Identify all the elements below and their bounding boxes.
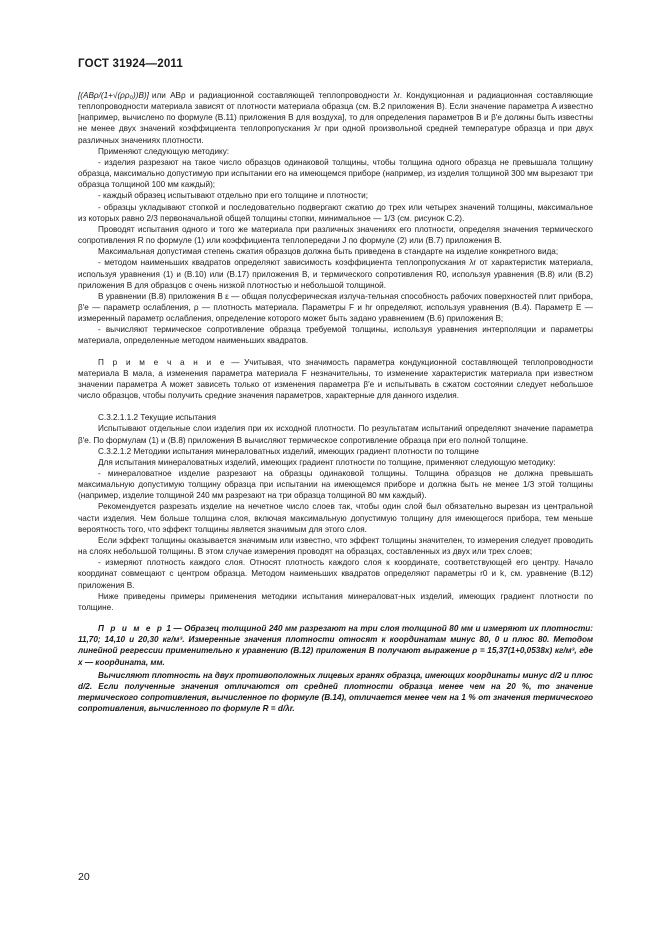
note-text: — Учитывая, что значимость параметра кондукционной составляющей теплопроводности материала B мала, а изменения параметра материала F незначительны, то изменение характеристик материала при известном значении параметра A может зависеть только от изменения параметра β′e и испытывать в сжатом состоянии следует небольшое число образцов, чтобы получить средние значения параметров, характерные для данного изделия. (78, 357, 593, 401)
list-item: - каждый образец испытывают отдельно при его толщине и плотности; (98, 191, 368, 201)
paragraph: Если эффект толщины оказывается значимым или известно, что эффект толщины значителен, то измерения следует проводить на слоях небольшой толщины. В этом случае измерения проводят на образцах, составленных из двух или трех слоев; (78, 535, 593, 557)
paragraph: Испытывают отдельные слои изделия при их исходной плотности. По результатам испытаний определяют значение параметра β′e. По формулам (1) и (В.8) приложения В вычисляют термическое сопротивление образца при его полной толщине. (78, 424, 593, 445)
list-item: - изделия разрезают на такое число образцов одинаковой толщины, чтобы толщина одного образца не превышала толщину образца, максимально допустимую при испытании его на имеющемся приборе (например, из изделия толщиной 300 мм вырезают три образца толщиной 100 мм каждый); (78, 157, 593, 190)
formula-ab-rho: [(ABρ/(1+√(ρρ₀))B)] (78, 91, 149, 100)
list-item: - вычисляют термическое сопротивление образца требуемой толщины, используя уравнения интерполяции и параметры материала, определенные методом наименьших квадратов. (78, 325, 593, 346)
example-lead: П р и м е р (98, 624, 164, 634)
list-item: - минераловатное изделие разрезают на образцы одинаковой толщины. Толщина образцов не должна превышать максимальную допустимую толщину образца при испытании на имеющемся приборе и должна быть не менее 1/3 этой толщины (например, изделие толщиной 240 мм разрезают на три образца толщиной 80 мм каждый). (78, 469, 593, 501)
section-heading: С.3.2.1.1.2 Текущие испытания (98, 413, 217, 423)
page-number: 20 (78, 871, 90, 883)
list-item: - образцы укладывают стопкой и последовательно подвергают сжатию до трех или четырех значений толщины, максимальное из которых равно 2/3 первоначальной общей толщины стопки, минимальное — 1/3 (см. рисунок С.2). (78, 202, 593, 223)
paragraph: Рекомендуется разрезать изделие на нечетное число слоев так, чтобы один слой был обязательно вырезан из центральной части изделия. Чем больше толщина слоя, включая максимальную допустимую толщину для имеющегося прибора, тем меньше вероятность того, что эффект толщины является значимым для этого слоя. (78, 502, 593, 534)
paragraph-formula-intro (78, 90, 593, 146)
paragraph: Проводят испытания одного и того же материала при различных значениях его плотности, определяя значения термического сопротивления R по формуле (1) или коэффициента теплопередачи J по формуле (2) или (В.7) приложения В. (78, 224, 593, 246)
document-body (78, 90, 593, 714)
list-item: - измеряют плотность каждого слоя. Относят плотность каждого слоя к координате, соответствующей его центру. Начало координат совмещают с центром образца. Методом наименьших квадратов определяют параметры r0 и k, см. уравнение (В.12) приложения В. (78, 558, 593, 590)
paragraph: Ниже приведены примеры применения методики испытания минераловат-ных изделий, имеющих градиент плотности по толщине. (78, 591, 593, 612)
paragraph: Максимальная допустимая степень сжатия образцов должна быть приведена в стандарте на изделие конкретного вида; (98, 247, 559, 257)
example-text: 1 — Образец толщиной 240 мм разрезают на три слоя толщиной 80 мм и измеряют их плотности: 11,70; 14,10 и 20,30 кг/м³. Измеренные значения плотности относят к координатам минус 80, 0 и плюс 80. Методом линейной регрессии применительно к уравнению (В.12) приложения В получают выражение ρ = 15,37(1+0,0538x) кг/м³, где x — координата, мм. (78, 624, 593, 667)
paragraph: Для испытания минераловатных изделий, имеющих градиент плотности по толщине, применяют следующую методику: (98, 457, 556, 467)
section-heading: С.3.2.1.2 Методики испытания минераловатных изделий, имеющих градиент плотности по толщине (98, 446, 479, 456)
paragraph-text: или ABρ и радиационной составляющей теплопроводности λr. Кондукционная и радиационная составляющие теплопроводности материала зависят от плотности материала образца (см. В.2 приложения В). Если значение параметра A известно [например, вычислено по формуле (В.11) приложения В для воздуха], то для определения параметров B и β′e должны быть известны не менее двух значений коэффициента теплопропускания λr при одной произвольной средней температуре образца и при двух различных значениях плотности. (78, 91, 593, 145)
list-item: - методом наименьших квадратов определяют зависимость коэффициента теплопропускания λr от характеристик материала, используя уравнения (1) и (В.10) или (В.17) приложения В, и термического сопротивления R0, используя уравнения (В.8) или (В.2) приложения В для образцов с очень низкой плотностью и небольшой толщиной. (78, 258, 593, 290)
note-lead: П р и м е ч а н и е (98, 357, 227, 367)
paragraph: Применяют следующую методику: (98, 146, 230, 156)
note-paragraph (78, 357, 593, 402)
example-paragraph (78, 623, 593, 668)
paragraph: В уравнении (В.8) приложения В ε — общая полусферическая излуча-тельная способность рабочих поверхностей плит прибора, β′e — параметр ослабления, ρ — плотность материала. Параметры F и hr определяют, используя уравнения (В.4). Параметр E — измеренный параметр ослабления, определение которого может быть задано уравнением (В.6) приложения В; (78, 291, 593, 324)
example-continuation: Вычисляют плотность на двух противоположных лицевых гранях образца, имеющих координаты минус d/2 и плюс d/2. Если полученные значения отличаются от средней плотности образца менее чем на 20 %, то значение термического сопротивления, вычисленное по формуле (В.14), отличается менее чем на 1 % от значения термического сопротивления, вычисленного по формуле R = d/λr. (78, 670, 593, 714)
document-header: ГОСТ 31924—2011 (78, 58, 183, 70)
